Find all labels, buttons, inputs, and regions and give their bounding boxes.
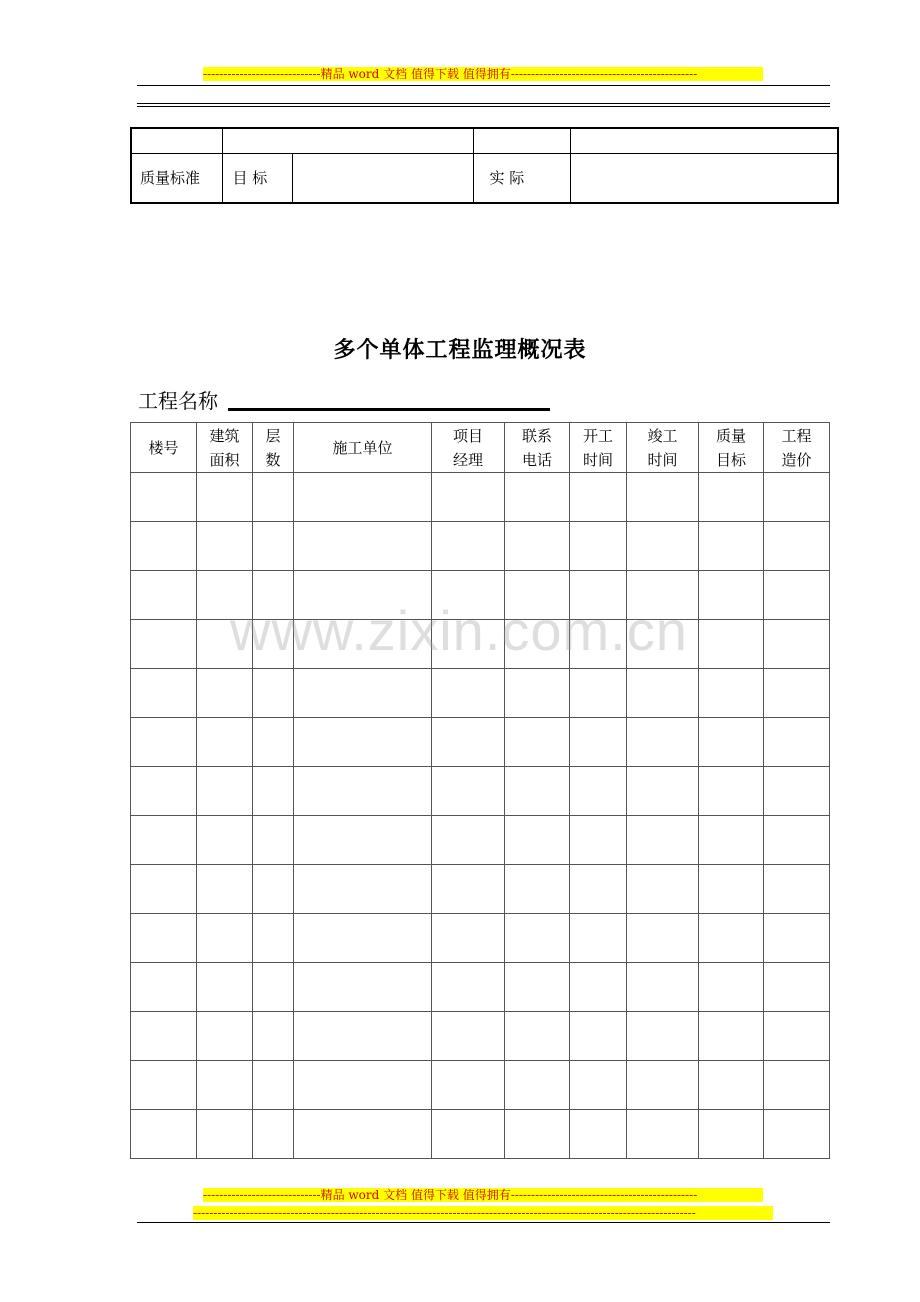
watermark: www.zixin.com.cn bbox=[230, 599, 688, 662]
table-cell bbox=[253, 669, 294, 718]
table-cell bbox=[432, 767, 505, 816]
table-cell bbox=[131, 522, 197, 571]
table-cell bbox=[294, 1110, 432, 1159]
table-row bbox=[131, 473, 830, 522]
table-cell bbox=[699, 620, 764, 669]
table-cell bbox=[432, 1012, 505, 1061]
table-cell bbox=[627, 522, 699, 571]
table-row bbox=[131, 1012, 830, 1061]
table-cell bbox=[197, 767, 253, 816]
table-cell bbox=[505, 1012, 570, 1061]
table-cell bbox=[197, 914, 253, 963]
table-cell bbox=[699, 571, 764, 620]
table-cell bbox=[627, 718, 699, 767]
table-cell bbox=[253, 963, 294, 1012]
table-row bbox=[131, 669, 830, 718]
table-cell bbox=[699, 914, 764, 963]
table-cell bbox=[197, 669, 253, 718]
table-cell bbox=[764, 1012, 830, 1061]
table-body bbox=[131, 473, 830, 1159]
table-cell bbox=[197, 522, 253, 571]
table-row bbox=[131, 1061, 830, 1110]
table-cell bbox=[294, 1012, 432, 1061]
footer-banner-dashes: ---------------------------------------------------------------------------------------------------------------------------- bbox=[193, 1206, 773, 1220]
table-cell bbox=[570, 522, 627, 571]
table-cell bbox=[253, 473, 294, 522]
table-row bbox=[131, 718, 830, 767]
table-cell bbox=[131, 620, 197, 669]
header-banner: -----------------------------精品 word 文档 值得下载 值得拥有---------------------------------------------- bbox=[203, 67, 763, 81]
table-cell bbox=[294, 963, 432, 1012]
table-cell bbox=[699, 1012, 764, 1061]
table-cell bbox=[764, 963, 830, 1012]
table-cell bbox=[294, 767, 432, 816]
table-row bbox=[131, 865, 830, 914]
table-cell bbox=[764, 669, 830, 718]
table-cell bbox=[627, 963, 699, 1012]
footer-rule bbox=[137, 1222, 830, 1223]
table-cell bbox=[294, 865, 432, 914]
table-cell bbox=[253, 1110, 294, 1159]
table-cell bbox=[764, 767, 830, 816]
table-cell bbox=[131, 963, 197, 1012]
table-cell bbox=[197, 718, 253, 767]
table-cell bbox=[253, 718, 294, 767]
table-cell bbox=[699, 669, 764, 718]
table-cell bbox=[432, 522, 505, 571]
table-cell bbox=[699, 522, 764, 571]
table-cell bbox=[294, 816, 432, 865]
quality-standard-table bbox=[130, 127, 839, 204]
top-empty-cell bbox=[222, 128, 473, 153]
table-cell bbox=[570, 1110, 627, 1159]
table-cell bbox=[505, 767, 570, 816]
table-cell bbox=[294, 1061, 432, 1110]
table-cell bbox=[432, 669, 505, 718]
column-header: 竣工 时间 bbox=[627, 423, 699, 473]
table-cell bbox=[627, 473, 699, 522]
table-header-row bbox=[131, 423, 830, 473]
column-header: 楼号 bbox=[131, 423, 197, 473]
table-cell bbox=[699, 473, 764, 522]
table-cell bbox=[131, 1110, 197, 1159]
table-cell bbox=[505, 816, 570, 865]
table-cell bbox=[505, 1110, 570, 1159]
table-cell bbox=[197, 1061, 253, 1110]
table-cell bbox=[627, 669, 699, 718]
table-cell bbox=[570, 1012, 627, 1061]
table-cell bbox=[764, 571, 830, 620]
header-double-rule-bottom bbox=[137, 106, 830, 107]
building-overview-table bbox=[130, 422, 830, 1159]
table-cell bbox=[253, 767, 294, 816]
table-cell bbox=[627, 865, 699, 914]
table-cell bbox=[764, 816, 830, 865]
table-cell bbox=[253, 522, 294, 571]
table-cell bbox=[699, 767, 764, 816]
table-cell bbox=[432, 865, 505, 914]
table-cell bbox=[432, 718, 505, 767]
table-cell bbox=[197, 816, 253, 865]
table-cell bbox=[197, 1110, 253, 1159]
project-name-label: 工程名称 bbox=[138, 389, 218, 413]
target-value-cell bbox=[292, 153, 473, 203]
table-cell bbox=[505, 473, 570, 522]
table-cell bbox=[131, 1012, 197, 1061]
table-cell bbox=[764, 620, 830, 669]
table-cell bbox=[764, 914, 830, 963]
table-cell bbox=[699, 816, 764, 865]
table-cell bbox=[627, 1110, 699, 1159]
table-cell bbox=[294, 718, 432, 767]
table-cell bbox=[570, 669, 627, 718]
table-cell bbox=[131, 816, 197, 865]
table-cell bbox=[505, 522, 570, 571]
table-cell bbox=[764, 718, 830, 767]
table-cell bbox=[699, 865, 764, 914]
table-row bbox=[131, 767, 830, 816]
table-cell bbox=[764, 1110, 830, 1159]
table-cell bbox=[570, 718, 627, 767]
table-cell bbox=[570, 1061, 627, 1110]
table-cell bbox=[432, 1061, 505, 1110]
table-cell bbox=[505, 718, 570, 767]
column-header: 开工 时间 bbox=[570, 423, 627, 473]
table-cell bbox=[699, 1110, 764, 1159]
table-cell bbox=[294, 669, 432, 718]
table-cell bbox=[131, 718, 197, 767]
quality-standard-label: 质量标准 bbox=[131, 153, 222, 203]
header-double-rule-top bbox=[137, 103, 830, 104]
table-cell bbox=[432, 1110, 505, 1159]
table-cell bbox=[197, 1012, 253, 1061]
table-row bbox=[131, 963, 830, 1012]
project-name-underline bbox=[228, 408, 550, 411]
table-cell bbox=[131, 914, 197, 963]
table-row bbox=[131, 522, 830, 571]
table-cell bbox=[197, 963, 253, 1012]
table-cell bbox=[570, 473, 627, 522]
table-cell bbox=[253, 914, 294, 963]
table-cell bbox=[131, 571, 197, 620]
table-cell bbox=[505, 963, 570, 1012]
table-cell bbox=[253, 865, 294, 914]
table-cell bbox=[627, 914, 699, 963]
table-cell bbox=[699, 1061, 764, 1110]
table-cell bbox=[197, 473, 253, 522]
table-cell bbox=[699, 963, 764, 1012]
table-cell bbox=[432, 473, 505, 522]
table-cell bbox=[131, 1061, 197, 1110]
table-cell bbox=[570, 767, 627, 816]
table-cell bbox=[294, 914, 432, 963]
table-cell bbox=[627, 1012, 699, 1061]
table-cell bbox=[253, 1012, 294, 1061]
table-cell bbox=[253, 816, 294, 865]
target-label: 目 标 bbox=[222, 153, 292, 203]
page-title: 多个单体工程监理概况表 bbox=[333, 338, 587, 363]
table-cell bbox=[627, 767, 699, 816]
table-cell bbox=[570, 963, 627, 1012]
column-header: 施工单位 bbox=[294, 423, 432, 473]
column-header: 质量 目标 bbox=[699, 423, 764, 473]
column-header: 层 数 bbox=[253, 423, 294, 473]
table-cell bbox=[197, 865, 253, 914]
table-cell bbox=[570, 816, 627, 865]
table-cell bbox=[131, 669, 197, 718]
table-cell bbox=[505, 669, 570, 718]
column-header: 联系 电话 bbox=[505, 423, 570, 473]
table-cell bbox=[131, 473, 197, 522]
table-cell bbox=[764, 522, 830, 571]
top-empty-cell bbox=[473, 128, 570, 153]
table-cell bbox=[294, 522, 432, 571]
top-empty-cell bbox=[570, 128, 838, 153]
footer-banner: -----------------------------精品 word 文档 值得下载 值得拥有---------------------------------------------- bbox=[203, 1188, 763, 1202]
table-cell bbox=[570, 865, 627, 914]
column-header: 项目 经理 bbox=[432, 423, 505, 473]
table-cell bbox=[432, 816, 505, 865]
actual-label: 实 际 bbox=[473, 153, 570, 203]
top-empty-cell bbox=[131, 128, 222, 153]
table-row bbox=[131, 1110, 830, 1159]
table-cell bbox=[764, 1061, 830, 1110]
table-cell bbox=[253, 1061, 294, 1110]
table-row bbox=[131, 914, 830, 963]
table-row bbox=[131, 816, 830, 865]
table-cell bbox=[699, 718, 764, 767]
table-cell bbox=[764, 473, 830, 522]
table-cell bbox=[294, 473, 432, 522]
table-cell bbox=[131, 865, 197, 914]
table-cell bbox=[627, 1061, 699, 1110]
table-cell bbox=[505, 1061, 570, 1110]
header-rule bbox=[137, 85, 830, 86]
column-header: 工程 造价 bbox=[764, 423, 830, 473]
table-cell bbox=[627, 816, 699, 865]
table-cell bbox=[505, 865, 570, 914]
column-header: 建筑 面积 bbox=[197, 423, 253, 473]
table-cell bbox=[570, 914, 627, 963]
table-cell bbox=[131, 767, 197, 816]
table-cell bbox=[432, 963, 505, 1012]
actual-value-cell bbox=[570, 153, 838, 203]
table-cell bbox=[505, 914, 570, 963]
table-cell bbox=[764, 865, 830, 914]
table-cell bbox=[432, 914, 505, 963]
